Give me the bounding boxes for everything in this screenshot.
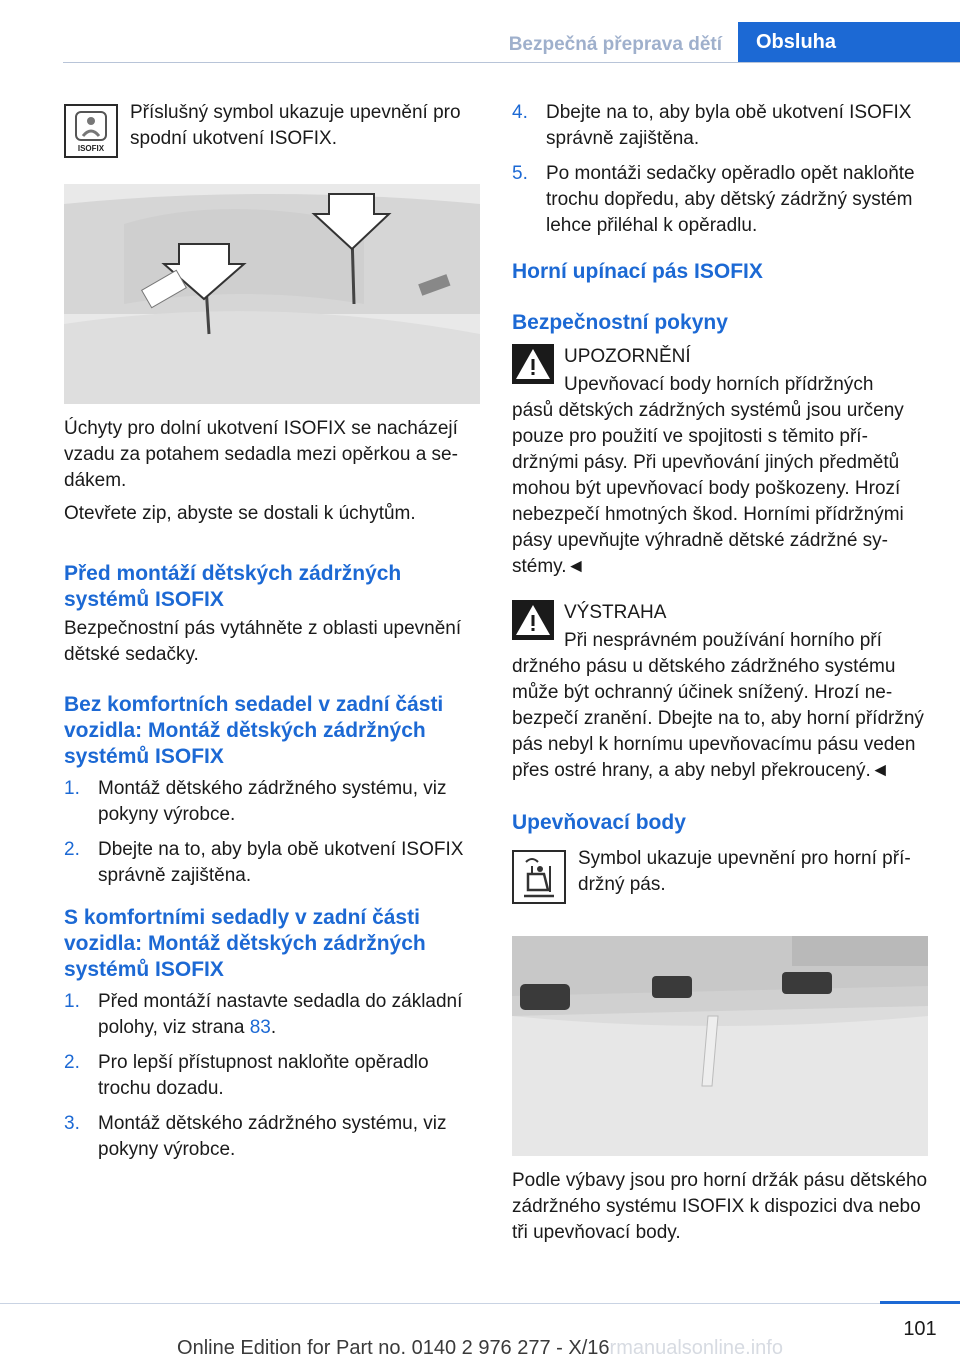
tether-anchor-icon [512,850,566,904]
warning-notice [512,344,928,580]
before-installation-text: Bezpečnostní pás vytáhněte z oblasti upevnění dětské sedačky. [64,618,462,665]
list-item [512,100,928,152]
danger-text-first-line: Při nesprávném používání horního pří [564,630,882,651]
list-item-number: 2. [64,1052,80,1073]
anchor-points-text: Podle výbavy jsou pro horní držák pásu dětského zádržného systému ISOFIX k dispozici dva nebo tři upevňovací body. [512,1170,928,1243]
isofix-symbol-text: Příslušný symbol ukazuje upevnění pro spodní ukotvení ISOFIX. [130,102,461,149]
page-link[interactable]: 83 [249,1017,271,1038]
heading-top-tether: Horní upínací pás ISOFIX [512,260,763,283]
list-item-text: Po montáži sedačky opěradlo opět nakloňte trochu dopředu, aby dětský zádržný systém lehce přiléhal k opěradlu. [546,163,915,236]
left-column [64,100,480,1172]
warning-label: UPOZORNĚNÍ [564,346,691,367]
zip-text: Otevřete zip, abyste se dostali k úchytům. [64,503,416,524]
heading-safety-notes: Bezpečnostní pokyny [512,311,728,334]
anchor-location-text: Úchyty pro dolní ukotvení ISOFIX se nacházejí vzadu za potahem sedadla mezi opěrkou a sedákem. [64,418,458,491]
isofix-symbol-row [64,100,480,164]
footer-edition: Online Edition for Part no. 0140 2 976 277 - X/16rmanualsonline.info [177,1337,783,1359]
isofix-symbol-icon [64,104,118,158]
list-item-text: Před montáží nastavte sedadla do základní polohy, viz strana 83. [98,991,463,1038]
list-item-number: 2. [64,839,80,860]
footer-page-accent [880,1301,960,1304]
list-item-number: 1. [64,778,80,799]
heading-anchor-points: Upevňovací body [512,811,686,834]
list-item [64,989,480,1041]
tether-symbol-row [512,846,928,910]
list-item-number: 3. [64,1113,80,1134]
heading-before-installation: Před montáží dětských zádržných systémů ISOFIX [64,562,402,611]
list-item [512,161,928,239]
list-item [64,837,480,889]
danger-notice [512,600,928,784]
seat-anchor-photo [64,184,480,404]
list-item-number: 4. [512,102,528,123]
right-column [512,100,928,1246]
list-item-text: Dbejte na to, aby byla obě ukotvení ISOFIX správně zajištěna. [546,102,912,149]
warning-triangle-icon [512,600,554,640]
list-item [64,1050,480,1102]
warning-text: pásů dětských zádržných systémů jsou určeny pouze pro použití ve spojitosti s těmito přídržnými pásy. Při upevňování jiných předmětů mohou být upevňovací body poškozeny. Hrozí nebezpečí hmotných škod. Horními přídržnými pásy upevňujte výhradně dětské zádržné systémy.◄ [512,400,904,577]
list-item-text: Dbejte na to, aby byla obě ukotvení ISOFIX správně zajištěna. [98,839,464,886]
footer-divider [0,1303,960,1304]
list-item-number: 1. [64,991,80,1012]
heading-without-comfort-seats: Bez komfortních sedadel v zadní části vozidla: Montáž dětských zádržných systémů ISOFIX [64,693,444,768]
header-section-title: Bezpečná přeprava dětí [508,34,722,55]
rear-shelf-photo [512,936,928,1156]
danger-label: VÝSTRAHA [564,602,667,623]
page-number: 101 [903,1318,937,1340]
list-with-comfort-seats [64,989,480,1163]
list-continued [512,100,928,239]
list-item-number: 5. [512,163,528,184]
list-item-text: Pro lepší přístupnost nakloňte opěradlo trochu dozadu. [98,1052,429,1099]
header-divider [63,62,960,63]
list-item-text: Montáž dětského zádržného systému, viz pokyny výrobce. [98,778,447,825]
isofix-icon-label: ISOFIX [77,144,105,153]
list-without-comfort-seats [64,776,480,889]
list-item [64,776,480,828]
footer-watermark: rmanualsonline.info [609,1337,783,1359]
warning-triangle-icon [512,344,554,384]
heading-with-comfort-seats: S komfortními sedadly v zadní části vozidla: Montáž dětských zádržných systémů ISOFIX [64,906,426,981]
list-item-text: Montáž dětského zádržného systému, viz pokyny výrobce. [98,1113,447,1160]
tether-symbol-text: Symbol ukazuje upevnění pro horní přídržný pás. [578,848,911,895]
warning-text-first-line: Upevňovací body horních přídržných [564,374,874,395]
danger-text: držného pásu u dětského zádržného systému může být ochranný účinek snížený. Hrozí nebezpečí zranění. Dbejte na to, aby horní přídržný pás nebyl k hornímu upevňovacímu pásu veden přes ostré hrany, a aby nebyl překroucený.◄ [512,656,924,781]
header-tab-obsluha[interactable]: Obsluha [738,22,960,63]
list-item [64,1111,480,1163]
